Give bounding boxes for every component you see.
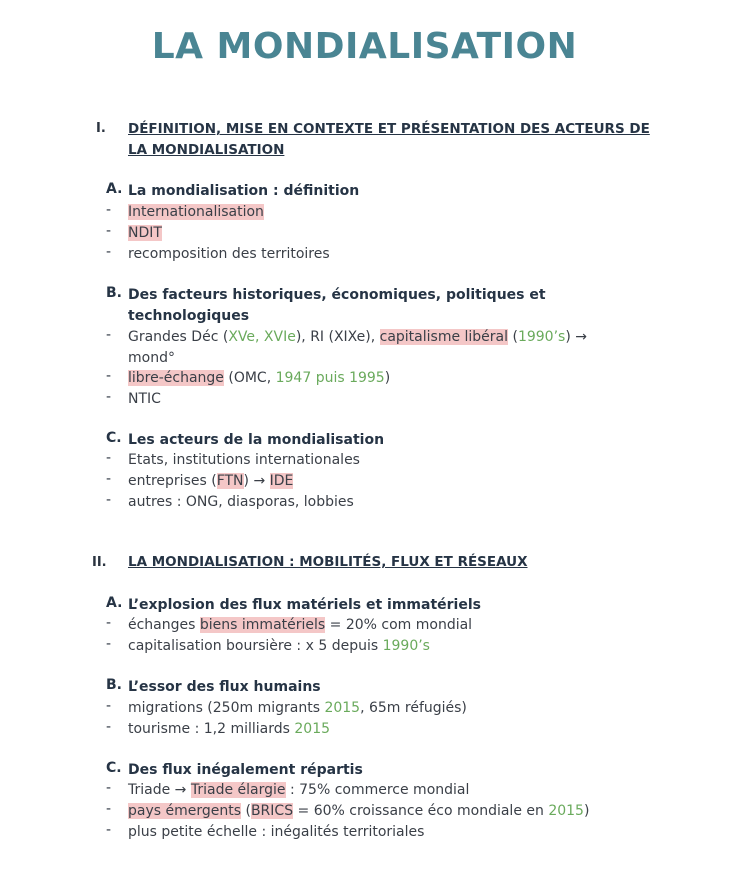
item-text: recomposition des territoires [128,246,330,262]
date-green: 2015 [294,721,331,737]
list-item [128,223,162,244]
bullet-dash: - [106,719,112,735]
bullet-dash: - [106,801,112,817]
date-green: 1990’s [382,638,430,654]
subsection-title: Des facteurs historiques, économiques, politiques et technologiques [128,287,546,324]
subsection-letter: C. [106,430,122,446]
highlight: NDIT [128,225,162,241]
highlight: FTN [216,473,244,489]
bullet-dash: - [106,471,112,487]
list-item [128,719,330,740]
list-item [128,801,589,822]
highlight: IDE [269,473,294,489]
item-text: plus petite échelle : inégalités territoriales [128,824,425,840]
bullet-dash: - [106,368,112,384]
subsection-letter: B. [106,677,122,693]
item-text: ) → mond° [128,329,587,366]
item-text: ) → [243,473,270,489]
list-item [128,202,264,223]
item-text: ), RI (XIXe), [295,329,380,345]
subsection-title: La mondialisation : définition [128,183,360,199]
item-text: = 20% com mondial [325,617,473,633]
list-item [128,636,430,657]
list-item [128,822,424,843]
date-green: XVe, XVIe [228,329,296,345]
item-text: ) [384,370,391,386]
bullet-dash: - [106,327,112,343]
highlight: Triade élargie [190,782,286,798]
bullet-dash: - [106,698,112,714]
subsection-letter: C. [106,760,122,776]
item-text: Triade → [128,782,191,798]
item-text: Etats, institutions internationales [128,452,360,468]
item-text: échanges [128,617,200,633]
item-text: entreprises ( [128,473,217,489]
list-item [128,780,469,801]
date-green: 2015 [324,700,361,716]
subsection-letter: A. [106,595,123,611]
item-text: ) [583,803,590,819]
item-text: ( [508,329,518,345]
item-text: NTIC [128,391,161,407]
bullet-dash: - [106,389,112,405]
bullet-dash: - [106,492,112,508]
subsection-letter: A. [106,181,123,197]
list-item [128,368,390,389]
subsection-title: L’essor des flux humains [128,679,321,695]
section-title: DÉFINITION, MISE EN CONTEXTE ET PRÉSENTATION DES ACTEURS DE LA MONDIALISATION [128,121,650,158]
highlight: capitalisme libéral [379,329,509,345]
bullet-dash: - [106,615,112,631]
highlight: biens immatériels [199,617,326,633]
item-text: : 75% commerce mondial [285,782,470,798]
bullet-dash: - [106,244,112,260]
list-item [128,471,293,492]
subsection-title: L’explosion des flux matériels et immatériels [128,597,481,613]
bullet-dash: - [106,780,112,796]
item-text: (OMC, [223,370,276,386]
item-text: autres : ONG, diasporas, lobbies [128,494,354,510]
item-text: tourisme : 1,2 milliards [128,721,295,737]
highlight: libre-échange [128,370,224,386]
date-green: 1990’s [517,329,566,345]
page-title: LA MONDIALISATION [151,26,578,67]
list-item [128,698,467,719]
item-text: migrations (250m migrants [128,700,325,716]
list-item [128,492,354,513]
subsection-title: Les acteurs de la mondialisation [128,432,385,448]
list-item [128,327,608,369]
bullet-dash: - [106,202,112,218]
section-number: II. [92,555,107,570]
list-item [128,615,472,636]
list-item [128,450,360,471]
bullet-dash: - [106,223,112,239]
date-green: 1947 puis 1995 [275,370,385,386]
bullet-dash: - [106,636,112,652]
section-number: I. [96,121,106,136]
subsection-letter: B. [106,285,122,301]
highlight: BRICS [250,803,294,819]
item-text: = 60% croissance éco mondiale en [293,803,549,819]
subsection-title: Des flux inégalement répartis [128,762,363,778]
item-text: capitalisation boursière : x 5 depuis [128,638,383,654]
list-item [128,389,161,410]
highlight: pays émergents [128,803,242,819]
date-green: 2015 [548,803,584,819]
list-item [128,244,330,265]
highlight: Internationalisation [128,204,264,220]
item-text: , 65m réfugiés) [360,700,467,716]
item-text: Grandes Déc ( [128,329,229,345]
item-text: ( [241,803,251,819]
section-title: LA MONDIALISATION : MOBILITÉS, FLUX ET RÉSEAUX [128,554,528,570]
bullet-dash: - [106,450,112,466]
bullet-dash: - [106,822,112,838]
